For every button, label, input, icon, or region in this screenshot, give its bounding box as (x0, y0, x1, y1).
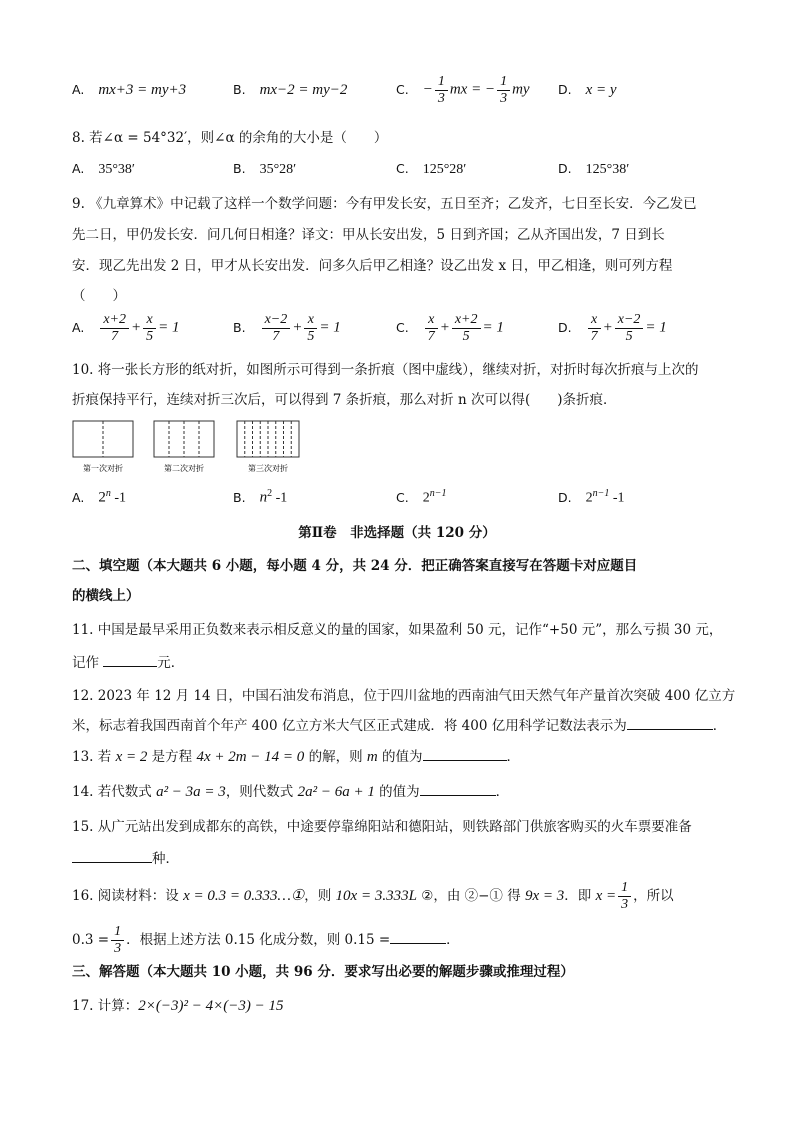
q7-option-c: C. − $\frac{1}{3}$ mx = − $\frac{1}{3}$ my (396, 74, 530, 106)
fold-2 (154, 421, 214, 473)
q9-line-2: 先二日，甲仍发长安．问几何日相逢？译文：甲从长安出发，5 日到齐国；乙从齐国出发，7 日到长 (72, 227, 665, 243)
section-2-heading-line-2: 的横线上） (72, 588, 140, 604)
q11-line-1: 11. 中国是最早采用正负数来表示相反意义的量的国家，如果盈利 50 元，记作“+50 元”，那么亏损 30 元， (72, 622, 723, 638)
q15-answer-blank[interactable] (72, 848, 152, 863)
section-3-heading: 三、解答题（本大题共 10 小题，共 96 分．要求写出必要的解题步骤或推理过程） (72, 964, 574, 980)
q8-option-a: A. 35°38′ (72, 161, 135, 177)
fold-figure (72, 418, 312, 476)
section-2-heading-line-1: 二、填空题（本大题共 6 小题，每小题 4 分，共 24 分．把正确答案直接写在答题卡对应题目 (72, 558, 638, 574)
q9-line-4: （ ） (72, 288, 126, 304)
fold-3 (237, 421, 299, 473)
fold-1-label: 第一次对折 (83, 464, 123, 473)
q11-answer-blank[interactable] (103, 652, 157, 667)
q9-line-1: 9. 《九章算术》中记载了这样一个数学问题：今有甲发长安，五日至齐；乙发齐，七日至长安．今乙发已 (72, 196, 697, 212)
q8-stem: 8. 若∠α = 54°32′，则∠α 的余角的大小是（ ） (72, 130, 388, 146)
q15-line-1: 15. 从广元站出发到成都东的高铁，中途要停靠绵阳站和德阳站，则铁路部门供旅客购买的火车票要准备 (72, 819, 692, 835)
q13: 13. 若 x = 2 是方程 4x + 2m − 14 = 0 的解，则 m 的值为 ． (72, 746, 520, 767)
q7-option-a: A. mx+3 = my+3 (72, 82, 187, 98)
q14-answer-blank[interactable] (420, 781, 496, 796)
q10-option-b: B. $n^2$ -1 (233, 488, 288, 506)
q16-line-2: 0.3 = $\frac{1}{3}$ ．根据上述方法 0.15 化成分数，则 0.15 = ． (72, 924, 460, 956)
q9-option-a: A. $\frac{x+2}{7}$ + $\frac{x}{5}$ = 1 (72, 312, 180, 344)
q9-option-b: B. $\frac{x-2}{7}$ + $\frac{x}{5}$ = 1 (233, 312, 341, 344)
part-2-title: 第Ⅱ卷 非选择题（共 120 分） (298, 525, 496, 541)
q15-line-2: 种． (72, 848, 179, 869)
q8-option-c: C. 125°28′ (396, 161, 467, 177)
q10-option-a: A. 2$^n$ -1 (72, 488, 126, 506)
q12-line-1: 12. 2023 年 12 月 14 日，中国石油发布消息，位于四川盆地的西南油气田天然气年产量首次突破 400 亿立方 (72, 688, 736, 704)
q8-option-b: B. 35°28′ (233, 161, 297, 177)
q7-option-b: B. mx−2 = my−2 (233, 82, 348, 98)
q10-option-c: C. $2^{n-1}$ (396, 488, 447, 506)
q9-option-c: C. $\frac{x}{7}$ + $\frac{x+2}{5}$ = 1 (396, 312, 504, 344)
q11-line-2: 记作 元． (72, 652, 184, 673)
q16-line-1: 16. 阅读材料：设 x = 0.3 = 0.333…①，则 10x = 3.333L ②，由 ②−① 得 9x = 3．即 x = $\frac{1}{3}$ ，所以 (72, 880, 674, 912)
q12-answer-blank[interactable] (627, 715, 713, 730)
q16-answer-blank[interactable] (390, 929, 446, 944)
q9-line-3: 安．现乙先出发 2 日，甲才从长安出发．问多久后甲乙相逢？设乙出发 x 日，甲乙相逢，则可列方程 (72, 258, 673, 274)
fold-2-label: 第二次对折 (164, 464, 204, 473)
fold-3-label: 第三次对折 (248, 464, 288, 473)
q8-option-d: D. 125°38′ (558, 161, 630, 177)
q10-line-2: 折痕保持平行，连续对折三次后，可以得到 7 条折痕，那么对折 n 次可以得( )条折痕． (72, 392, 617, 408)
q10-option-d: D. $2^{n-1}$ -1 (558, 488, 625, 506)
fold-1 (73, 421, 133, 473)
q13-answer-blank[interactable] (423, 746, 507, 761)
q17: 17. 计算：2×(−3)² − 4×(−3) − 15 (72, 998, 284, 1014)
q9-option-d: D. $\frac{x}{7}$ + $\frac{x-2}{5}$ = 1 (558, 312, 667, 344)
q7-option-d: D. x = y (558, 82, 617, 98)
q14: 14. 若代数式 a² − 3a = 3，则代数式 2a² − 6a + 1 的值为 ． (72, 781, 509, 802)
q10-line-1: 10. 将一张长方形的纸对折，如图所示可得到一条折痕（图中虚线），继续对折，对折时每次折痕与上次的 (72, 362, 699, 378)
q12-line-2: 米，标志着我国西南首个年产 400 亿立方米大气区正式建成．将 400 亿用科学记数法表示为 ． (72, 715, 726, 736)
